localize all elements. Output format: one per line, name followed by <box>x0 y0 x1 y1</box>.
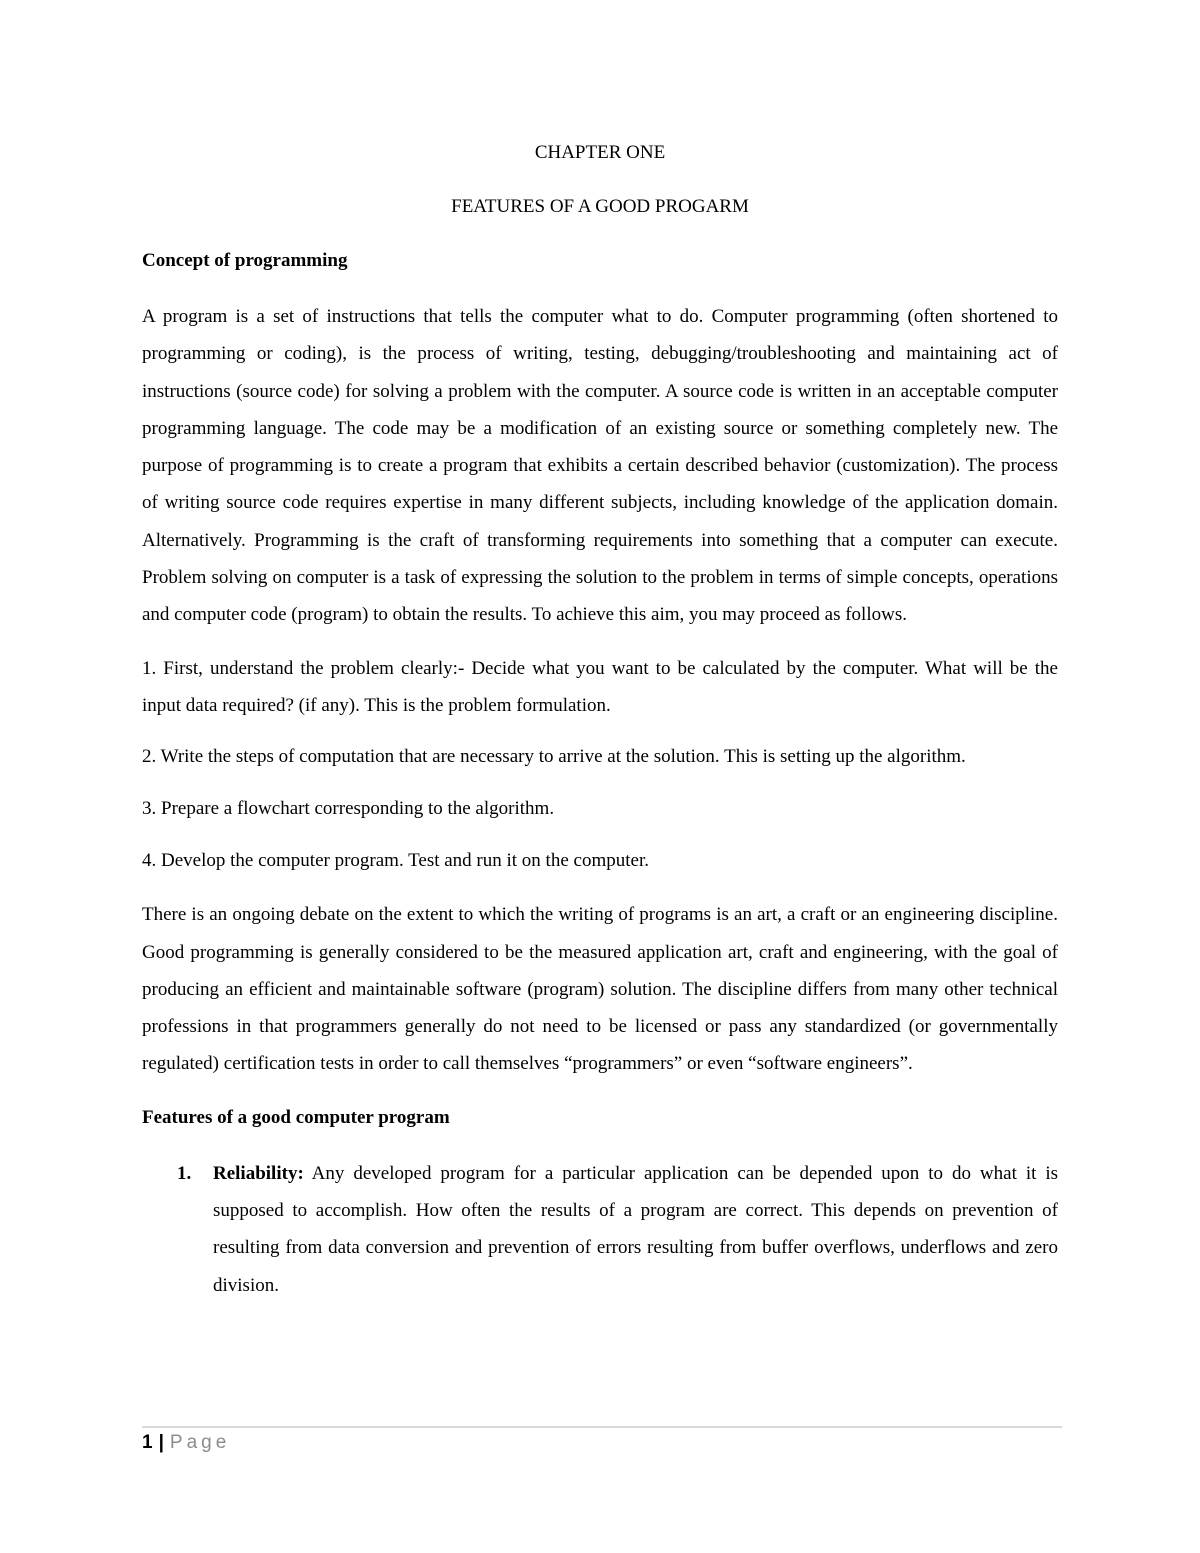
feature-item-reliability <box>177 1155 1058 1304</box>
step-3: 3. Prepare a flowchart corresponding to the algorithm. <box>142 798 555 820</box>
page-number: 1 <box>142 1432 153 1453</box>
debate-paragraph: There is an ongoing debate on the extent to which the writing of programs is an art, a craft or an engineering discipline. Good programming is generally considered to be the measured application art, craft and engineering, with the goal of producing an efficient and maintainable software (program) solution. The discipline differs from many other technical professions in that programmers generally do not need to be licensed or pass any standardized (or governmentally regulated) certification tests in order to call themselves “programmers” or even “software engineers”. <box>142 904 1058 1075</box>
page-content <box>142 136 1058 1304</box>
feature-item-number: 1. <box>177 1162 192 1184</box>
step-1: 1. First, understand the problem clearly:- Decide what you want to be calculated by the computer. What will be the input data required? (if any). This is the problem formulation. <box>142 657 1058 716</box>
footer-separator: | <box>158 1432 164 1453</box>
feature-item-text: Any developed program for a particular application can be depended upon to do what it is supposed to accomplish. How often the results of a program are correct. This depends on prevention of resulting from data conversion and prevention of errors resulting from buffer overflows, underflows and zero division. <box>213 1162 1058 1296</box>
concept-heading: Concept of programming <box>142 250 348 271</box>
features-list <box>142 1155 1058 1304</box>
features-heading: Features of a good computer program <box>142 1106 450 1128</box>
page-label: Page <box>169 1432 231 1453</box>
chapter-subtitle: FEATURES OF A GOOD PROGARM <box>451 196 749 217</box>
feature-item-term: Reliability: <box>213 1162 304 1184</box>
footer-divider <box>142 1426 1062 1428</box>
page-footer <box>142 1431 230 1455</box>
chapter-title: CHAPTER ONE <box>534 142 666 163</box>
concept-paragraph: A program is a set of instructions that tells the computer what to do. Computer programming (often shortened to programming or coding), is the process of writing, testing, debugging/troubleshooting and maintaining act of instructions (source code) for solving a problem with the computer. A source code is written in an acceptable computer programming language. The code may be a modification of an existing source or something completely new. The purpose of programming is to create a program that exhibits a certain described behavior (customization). The process of writing source code requires expertise in many different subjects, including knowledge of the application domain. Alternatively. Programming is the craft of transforming requirements into something that a computer can execute. Problem solving on computer is a task of expressing the solution to the problem in terms of simple concepts, operations and computer code (program) to obtain the results. To achieve this aim, you may proceed as follows. <box>142 306 1058 626</box>
step-4: 4. Develop the computer program. Test and run it on the computer. <box>142 850 649 872</box>
step-2: 2. Write the steps of computation that are necessary to arrive at the solution. This is setting up the algorithm. <box>142 746 966 768</box>
